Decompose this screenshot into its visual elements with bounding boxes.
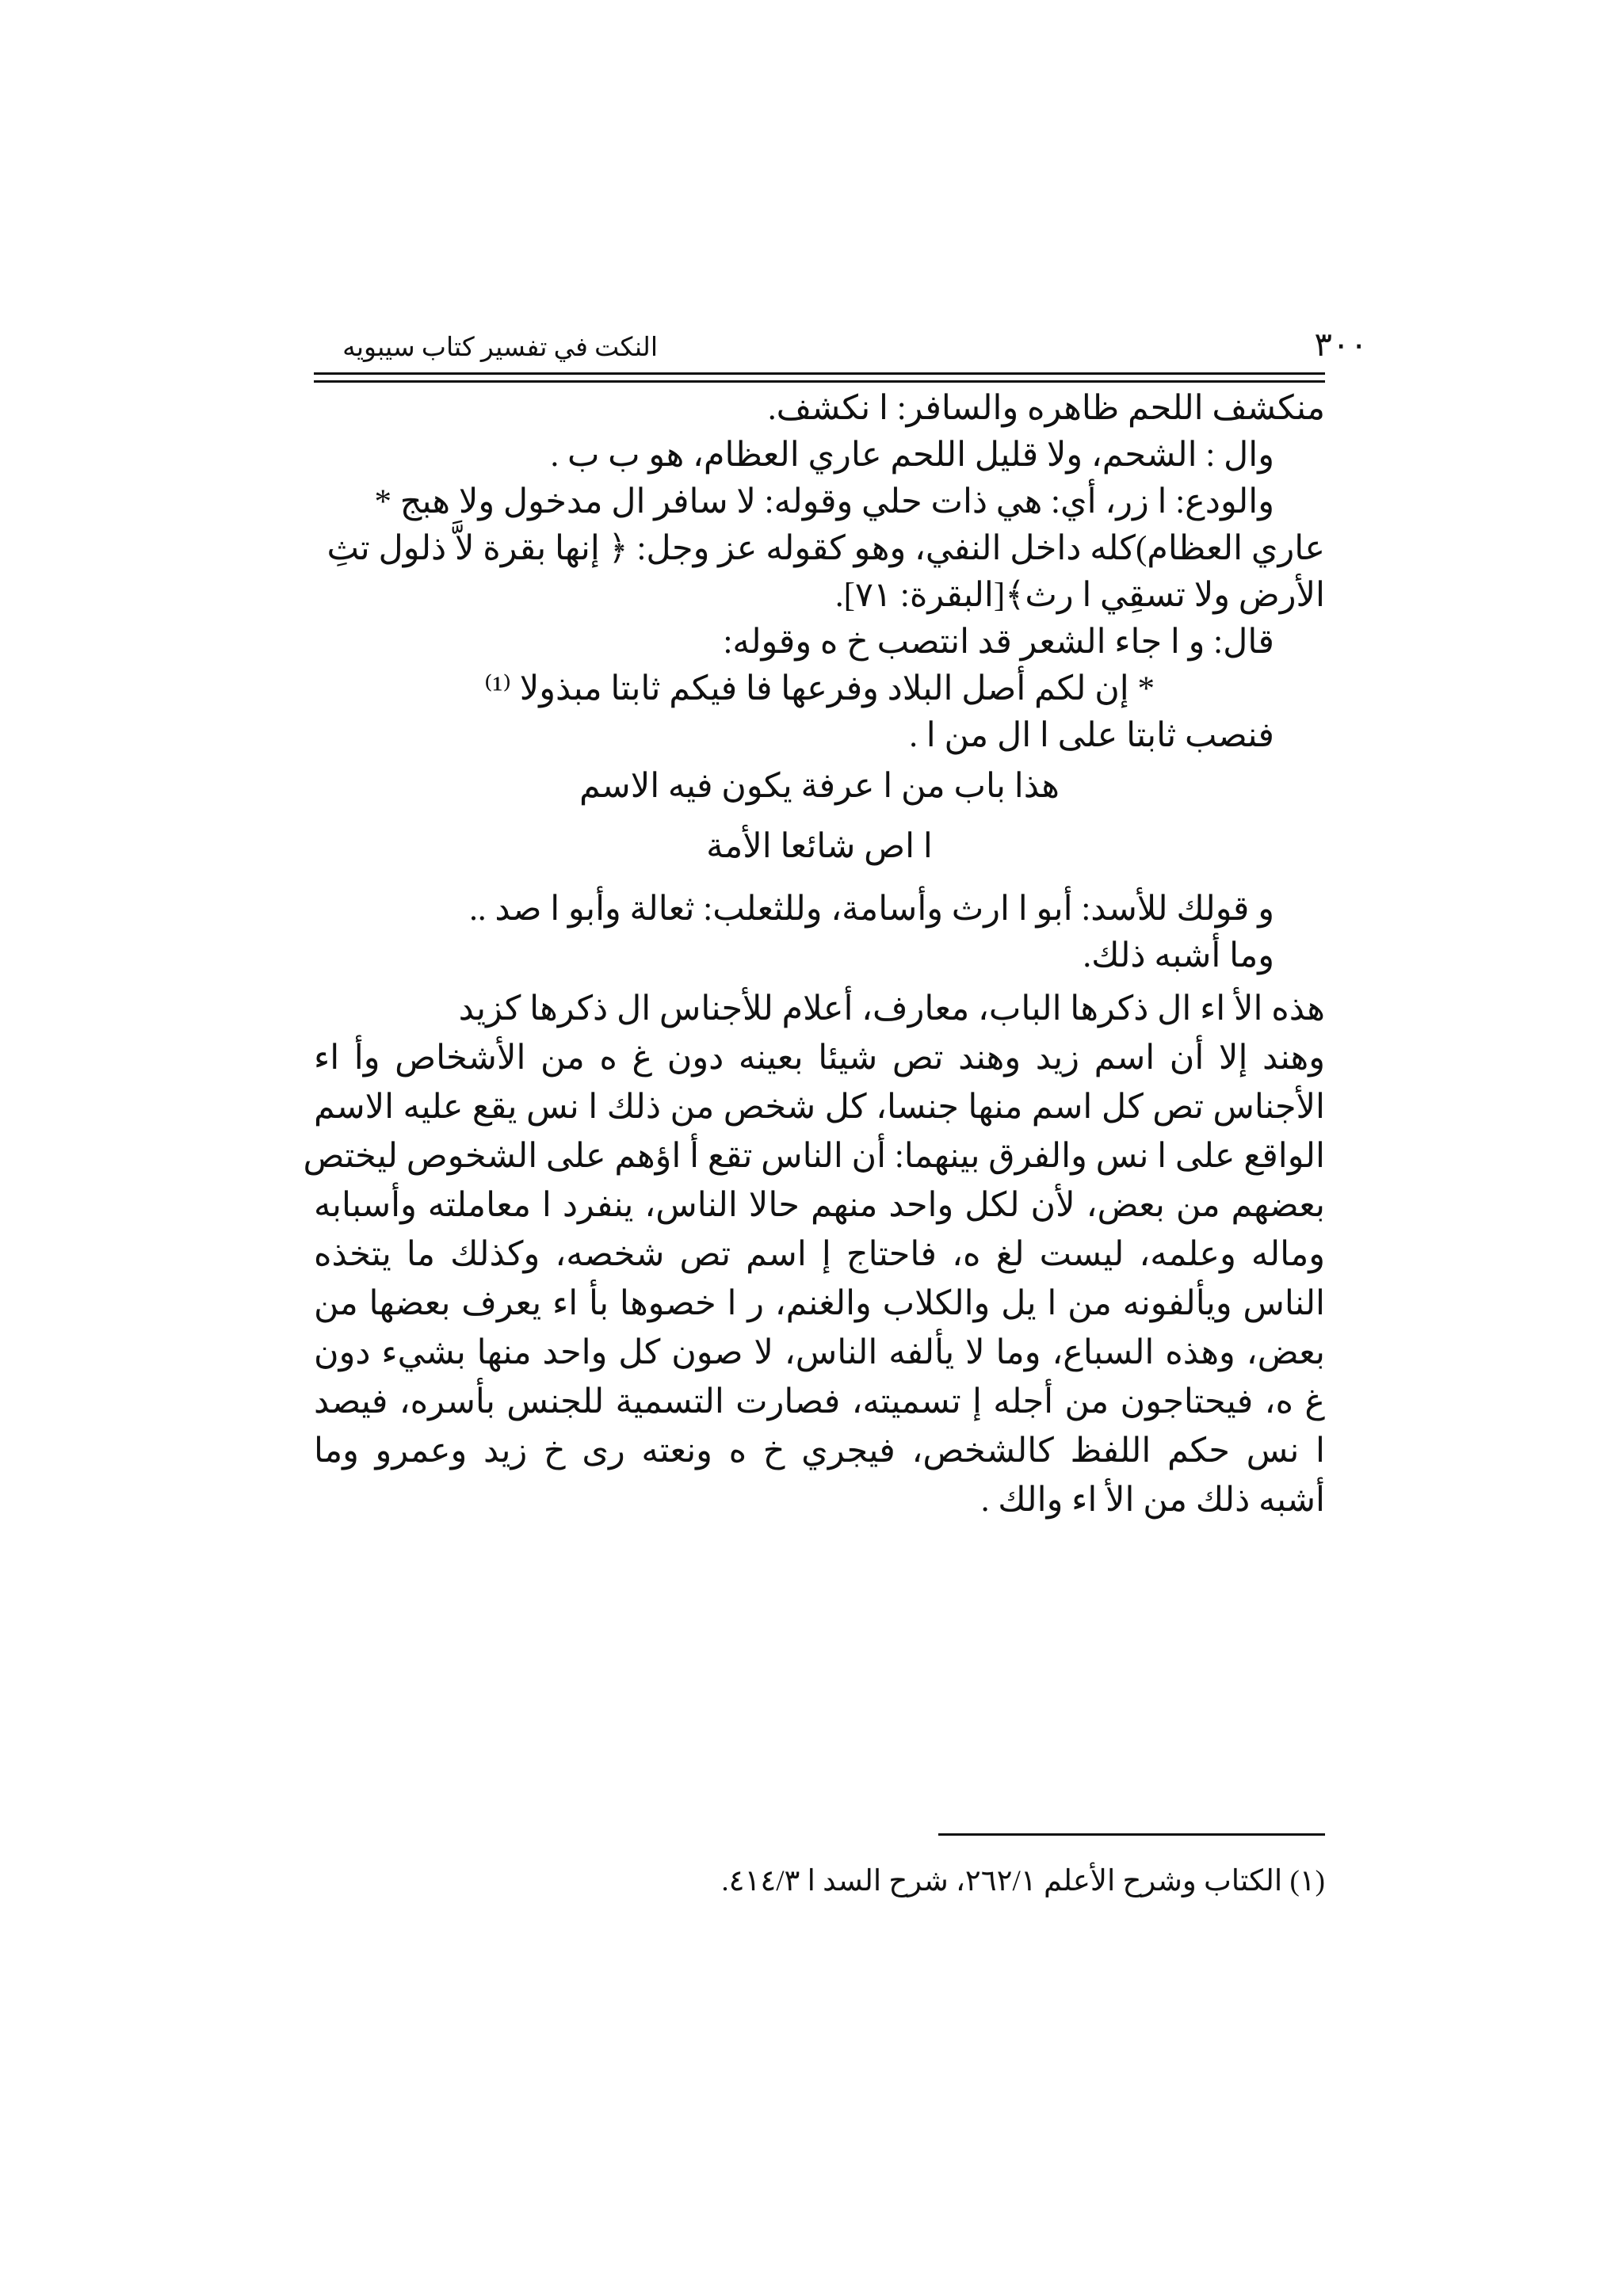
verse-line: * إن لكم أصل البلاد وفرعها فا فيكم ثابتا مبذولا ⁽¹⁾ — [483, 670, 1155, 707]
paragraph-line: ا نس حكم اللفظ كالشخص، فيجري خ ه ونعته رى خ زيد وعمرو وما — [314, 1432, 1325, 1470]
text-line: فنصب ثابتا على ا ال من ا . — [909, 717, 1274, 754]
paragraph-line: الأجناس تص كل اسم منها جنسا، كل شخص من ذلك ا نس يقع عليه الاسم — [314, 1089, 1325, 1126]
paragraph-line: هذه الأ اء ال ذكرها الباب، معارف، أعلام للأجناس ال ذكرها كزيد — [458, 990, 1325, 1028]
footnote: (١) الكتاب وشرح الأعلم ٢٦٢/١، شرح السد ا ٤١٤/٣. — [721, 1865, 1325, 1897]
header-rule-top — [314, 372, 1325, 375]
header-rule-bottom — [314, 380, 1325, 383]
section-heading: هذا باب من ا عرفة يكون فيه الاسم — [579, 768, 1060, 805]
paragraph-line: وهند إلا أن اسم زيد وهند تص شيئا بعينه دون غ ه من الأشخاص وأ اء — [314, 1039, 1325, 1077]
text-line: و قولك للأسد: أبو ا ارث وأسامة، وللثعلب: ثعالة وأبو ا صد .. — [469, 891, 1274, 928]
text-line: والودع: ا زر، أي: هي ذات حلي وقوله: لا سافر ال مدخول ولا هبج * — [374, 483, 1274, 521]
paragraph-line: بعضهم من بعض، لأن لكل واحد منهم حالا الناس، ينفرد ا معاملته وأسبابه — [314, 1187, 1325, 1224]
paragraph-line: بعض، وهذه السباع، وما لا يألفه الناس، لا صون كل واحد منها بشيء دون — [314, 1334, 1325, 1371]
text-line: وما أشبه ذلك. — [1083, 937, 1274, 974]
text-line: منكشف اللحم ظاهره والسافر: ا نكشف. — [767, 390, 1325, 427]
paragraph-line: أشبه ذلك من الأ اء والك . — [980, 1482, 1325, 1519]
paragraph-line: الواقع على ا نس والفرق بينهما: أن الناس تقع أ اؤهم على الشخوص ليختص — [303, 1138, 1325, 1175]
paragraph-line: الناس ويألفونه من ا يل والكلاب والغنم، ر ا خصوها بأ اء يعرف بعضها من — [314, 1285, 1325, 1322]
text-line: الأرض ولا تسقِي ا رث﴾[البقرة: ٧١]. — [834, 577, 1325, 614]
paragraph-line: وماله وعلمه، ليست لغ ه، فاحتاج إ اسم تص شخصه، وكذلك ما يتخذه — [314, 1236, 1325, 1273]
footnote-separator — [938, 1833, 1325, 1836]
page-number: ٣٠٠ — [1314, 327, 1368, 364]
section-heading-continued: ا اص شائعا الأمة — [706, 828, 933, 865]
text-line: عاري العظام)كله داخل النفي، وهو كقوله عز وجل: ﴿ إنها بقرة لاَّ ذلول تثِ — [327, 530, 1325, 567]
text-line: وال : الشحم، ولا قليل اللحم عاري العظام، هو ب ب . — [550, 437, 1274, 474]
paragraph-line: غ ه، فيحتاجون من أجله إ تسميته، فصارت التسمية للجنس بأسره، فيصد — [314, 1383, 1325, 1421]
text-line: قال: و ا جاء الشعر قد انتصب خ ه وقوله: — [723, 624, 1274, 661]
running-header-title: النكت في تفسير كتاب سيبويه — [342, 334, 658, 362]
